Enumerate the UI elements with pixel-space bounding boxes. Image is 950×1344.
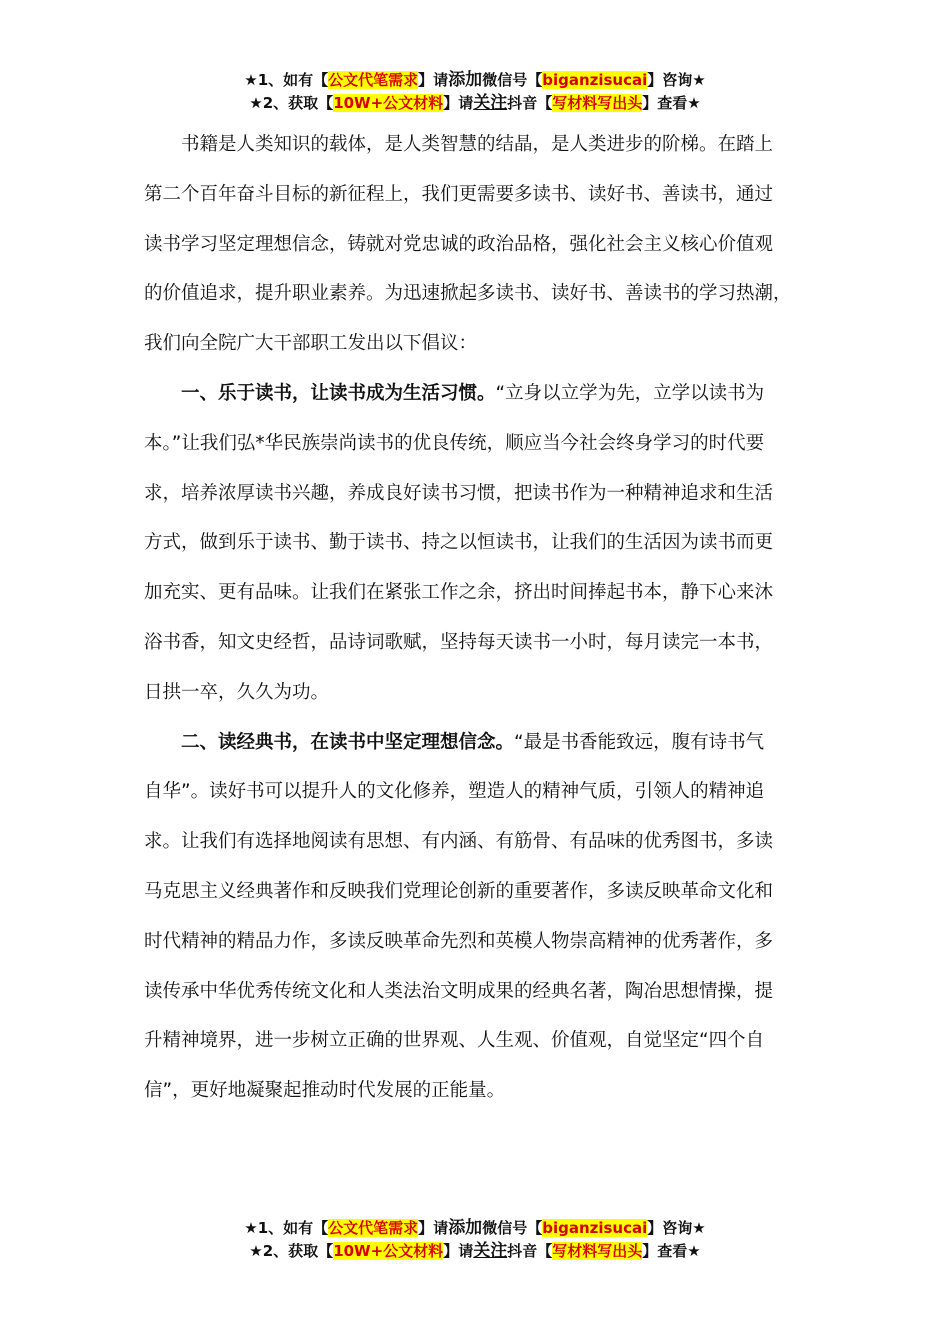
notice-line-1 [0,69,950,92]
notice-text: 】请 [418,71,449,89]
notice-text: 微信号【 [482,1219,543,1237]
notice-account: 写材料写出头 [552,1242,643,1260]
notice-account: 写材料写出头 [552,94,643,112]
notice-text: 】咨询★ [647,71,706,89]
notice-text: ★2、获取【 [249,94,334,112]
notice-highlight: 10W+公文材料 [333,94,444,112]
intro-paragraph: 书籍是人类知识的载体，是人类智慧的结晶，是人类进步的阶梯。在踏上 第二个百年奋斗目标的新征程上，我们更需要多读书、读好书、善读书，通过 读书学习坚定理想信念，铸就对党忠诚的政治品格，强化社会主义核心价值观 的价值追求，提升职业素养。为迅速掀起多读书、读好书、善读书的学习热潮， 我们向全院广大干部职工发出以下倡议： [144,134,792,355]
notice-highlight: 公文代笔需求 [328,71,419,89]
notice-emphasis: 添加 [448,1218,483,1238]
section-2-text: “最是书香能致远，腹有诗书气 自华”。读好书可以提升人的文化修养，塑造人的精神气质，引领人的精神追 求。让我们有选择地阅读有思想、有内涵、有筋骨、有品味的优秀图书，多读 马克思主义经典著作和反映我们党理论创新的重要著作，多读反映革命文化和 时代精神的精品力作，多读反映革命先烈和英模人物崇高精神的优秀著作，多 读传承中华优秀传统文化和人类法治文明成果的经典名著，陶冶思想情操，提 升精神境界，进一步树立正确的世界观、人生观、价值观，自觉坚定“四个自 信”，更好地凝聚起推动时代发展的正能量。 [144,731,774,1102]
notice-wechat-id: biganzisucai [542,1219,648,1237]
section-2-heading: 二、读经典书，在读书中坚定理想信念。 [181,731,515,753]
notice-wechat-id: biganzisucai [542,71,648,89]
section-1-paragraph [144,369,812,718]
notice-highlight: 10W+公文材料 [333,1242,444,1260]
notice-highlight: 公文代笔需求 [328,1219,419,1237]
section-2-paragraph [144,718,812,1116]
notice-text: ★1、如有【 [244,1219,329,1237]
notice-text: 】查看★ [642,94,701,112]
notice-text: 】请 [443,1242,474,1260]
notice-line-1 [0,1217,950,1240]
notice-line-2 [0,1240,950,1263]
section-1-heading: 一、乐于读书，让读书成为生活习惯。 [181,382,496,404]
notice-line-2 [0,92,950,115]
notice-text: 抖音【 [507,94,553,112]
notice-text: 】咨询★ [647,1219,706,1237]
notice-emphasis: 添加 [448,70,483,90]
notice-text: 】请 [418,1219,449,1237]
notice-text: 】请 [443,94,474,112]
notice-emphasis: 关注 [473,1241,508,1261]
header-notice [0,69,950,115]
notice-text: 抖音【 [507,1242,553,1260]
document-body [144,120,812,1116]
notice-emphasis: 关注 [473,93,508,113]
notice-text: 】查看★ [642,1242,701,1260]
footer-notice [0,1217,950,1263]
section-1-text: “立身以立学为先，立学以读书为 本。”让我们弘*华民族崇尚读书的优良传统，顺应当今社会终身学习的时代要 求，培养浓厚读书兴趣，养成良好读书习惯，把读书作为一种精神追求和生活 方式，做到乐于读书、勤于读书、持之以恒读书，让我们的生活因为读书而更 加充实、更有品味。让我们在紧张工作之余，挤出时间捧起书本，静下心来沐 浴书香，知文史经哲，品诗词歌赋，坚持每天读书一小时，每月读完一本书， 日拱一卒，久久为功。 [144,382,774,703]
notice-text: 微信号【 [482,71,543,89]
notice-text: ★2、获取【 [249,1242,334,1260]
notice-text: ★1、如有【 [244,71,329,89]
